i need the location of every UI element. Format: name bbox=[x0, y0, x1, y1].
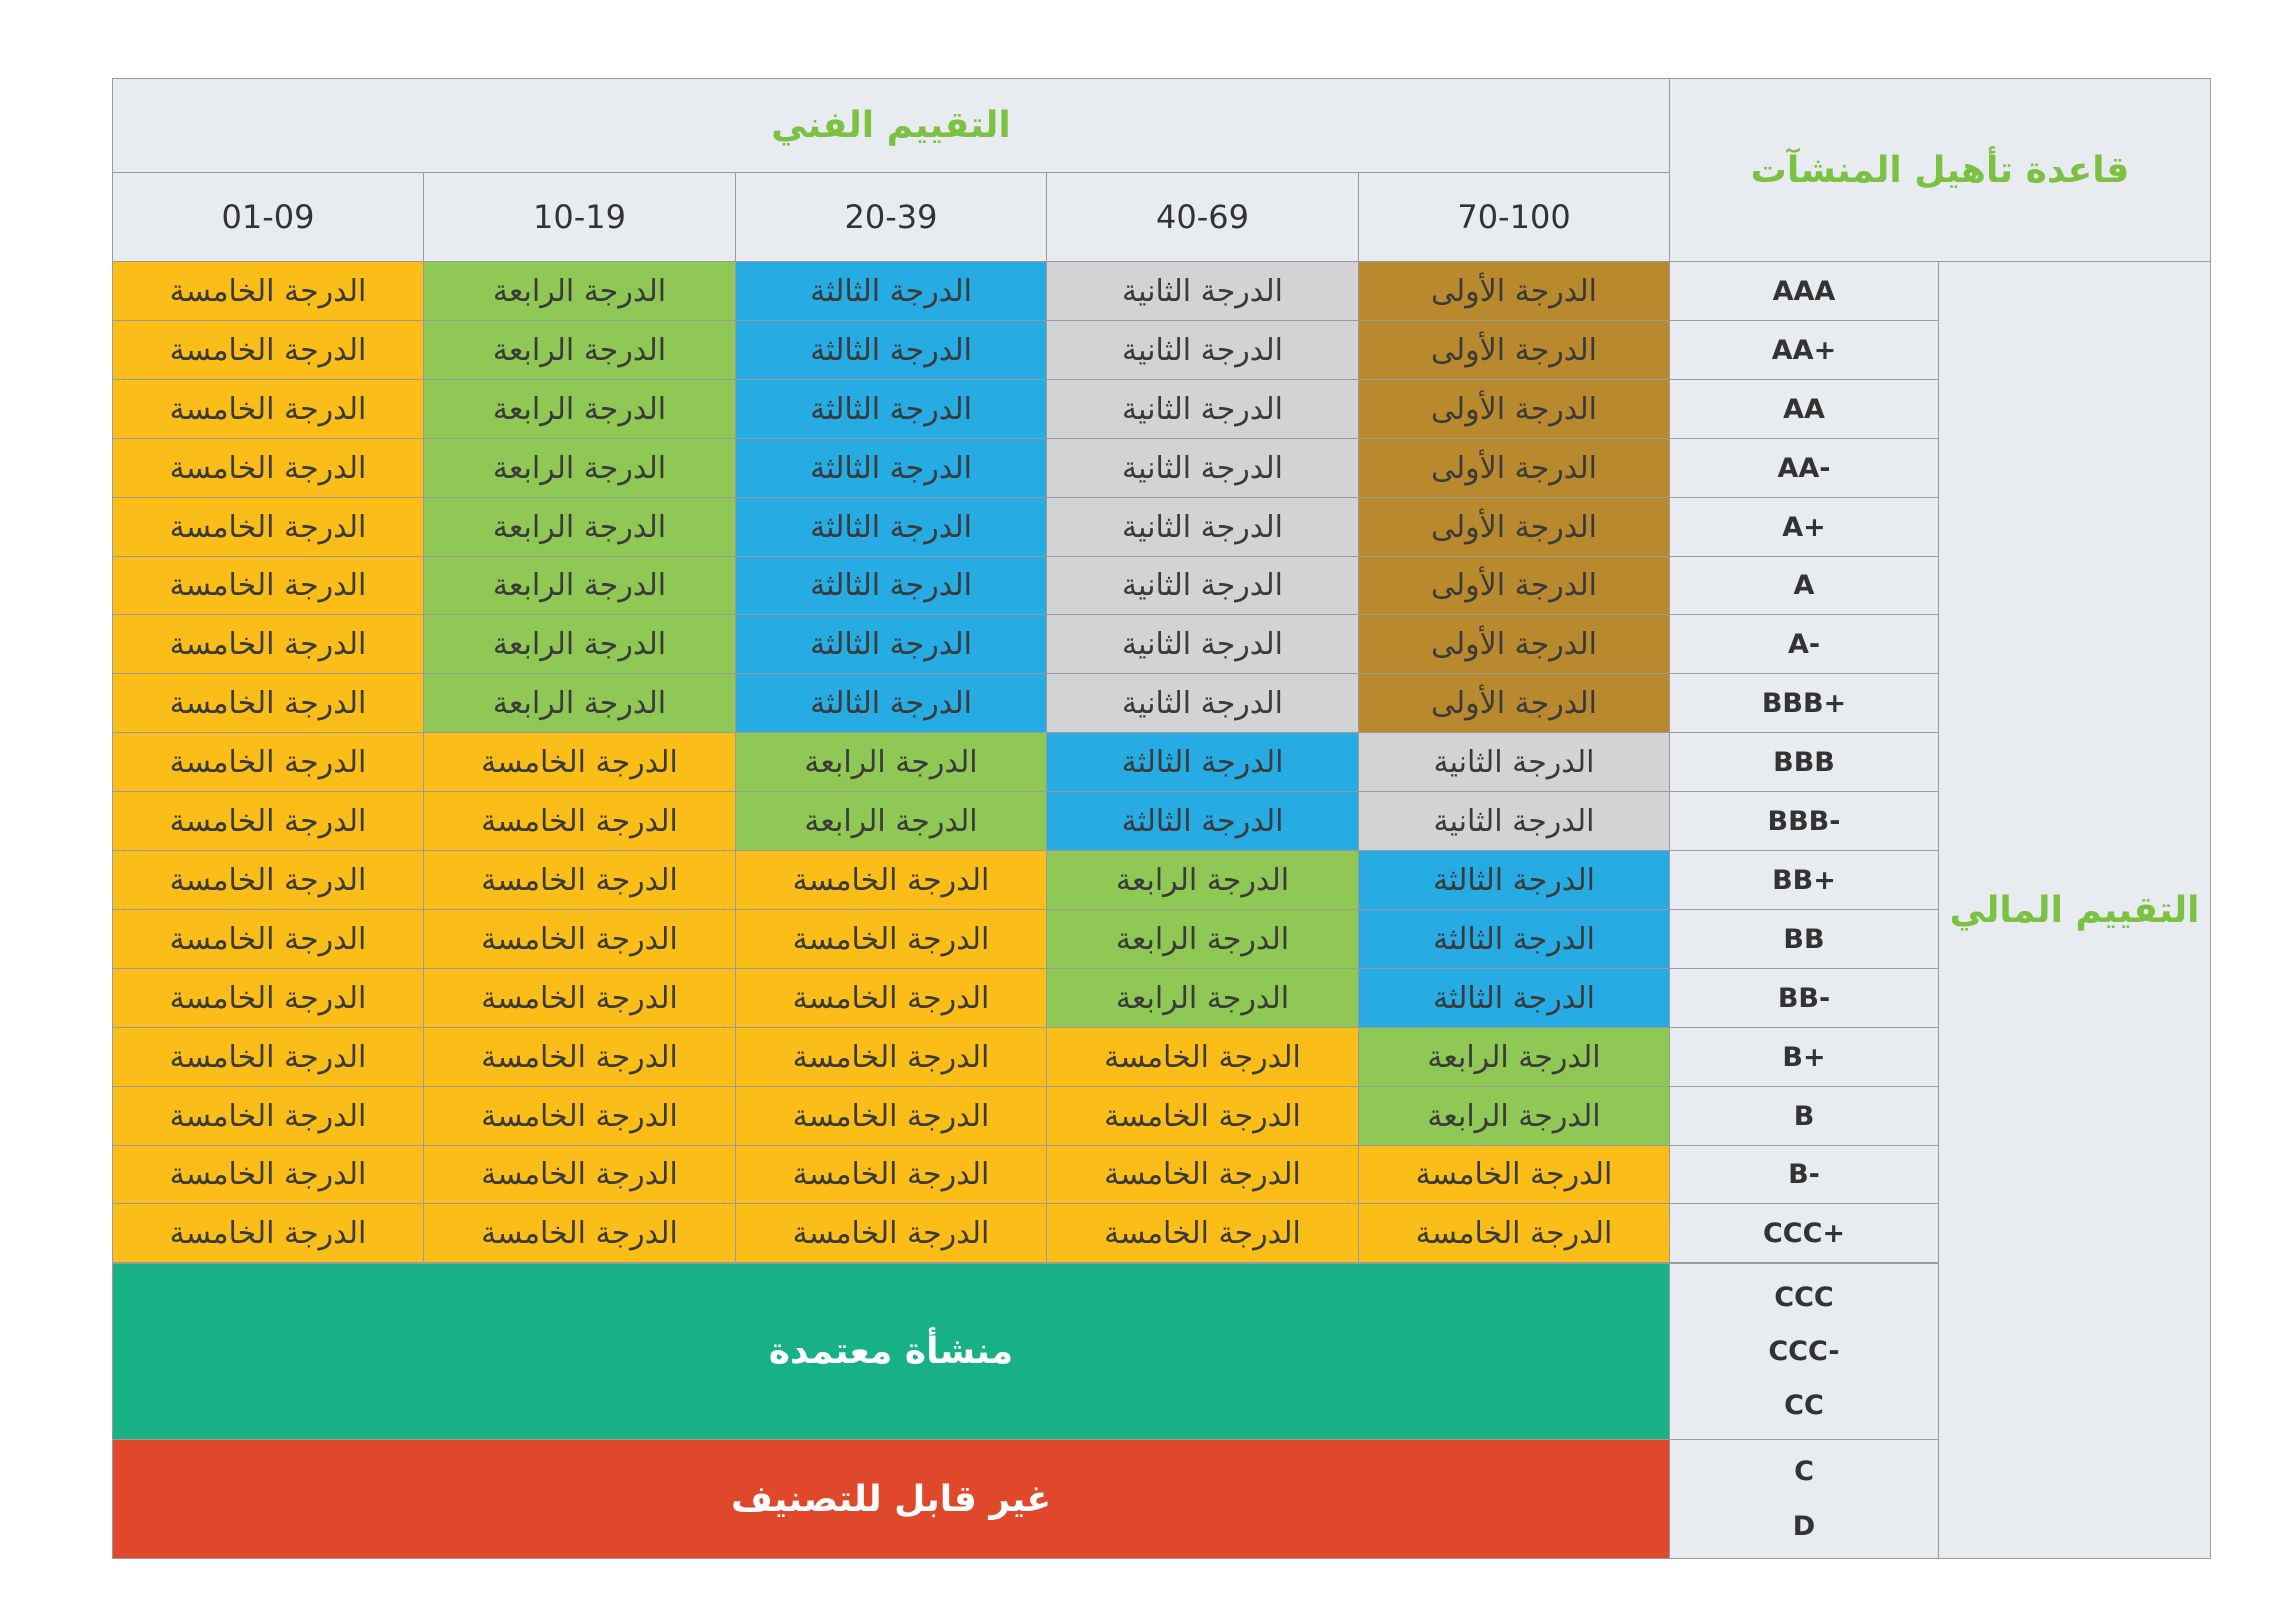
financial-rating: B- bbox=[1669, 1145, 1939, 1204]
financial-rating: BB bbox=[1669, 909, 1939, 969]
grade-cell: الدرجة الثالثة bbox=[1358, 909, 1670, 969]
grade-cell: الدرجة الرابعة bbox=[735, 732, 1047, 792]
grade-cell: الدرجة الخامسة bbox=[423, 1086, 736, 1146]
grade-cell: الدرجة الخامسة bbox=[423, 850, 736, 910]
grade-cell: الدرجة الرابعة bbox=[1046, 968, 1359, 1028]
grade-cell: الدرجة الخامسة bbox=[735, 909, 1047, 969]
grade-cell: الدرجة الأولى bbox=[1358, 438, 1670, 498]
rule-title: قاعدة تأهيل المنشآت bbox=[1669, 78, 2211, 262]
grade-cell: الدرجة الثالثة bbox=[735, 556, 1047, 615]
grade-cell: الدرجة الخامسة bbox=[112, 497, 424, 557]
grade-cell: الدرجة الخامسة bbox=[1046, 1027, 1359, 1087]
range-header-4: 10-19 bbox=[423, 172, 736, 262]
grade-cell: الدرجة الثانية bbox=[1358, 791, 1670, 851]
grade-cell: الدرجة الرابعة bbox=[423, 438, 736, 498]
grade-cell: الدرجة الخامسة bbox=[423, 968, 736, 1028]
grade-cell: الدرجة الرابعة bbox=[1358, 1027, 1670, 1087]
grade-cell: الدرجة الثانية bbox=[1358, 732, 1670, 792]
grade-cell: الدرجة الخامسة bbox=[112, 320, 424, 380]
grade-cell: الدرجة الخامسة bbox=[112, 614, 424, 674]
grade-cell: الدرجة الثانية bbox=[1046, 379, 1359, 439]
grade-cell: الدرجة الرابعة bbox=[423, 261, 736, 321]
grade-cell: الدرجة الثالثة bbox=[1046, 791, 1359, 851]
grade-cell: الدرجة الأولى bbox=[1358, 556, 1670, 615]
grade-cell: الدرجة الرابعة bbox=[423, 556, 736, 615]
grade-cell: الدرجة الأولى bbox=[1358, 261, 1670, 321]
rating-d: D bbox=[1792, 1511, 1816, 1542]
grade-cell: الدرجة الخامسة bbox=[423, 1145, 736, 1204]
grade-cell: الدرجة الأولى bbox=[1358, 379, 1670, 439]
rating-c: C bbox=[1794, 1456, 1814, 1487]
technical-title: التقييم الفني bbox=[112, 78, 1670, 173]
grade-cell: الدرجة الثانية bbox=[1046, 614, 1359, 674]
financial-rating: AA- bbox=[1669, 438, 1939, 498]
financial-rating: AA+ bbox=[1669, 320, 1939, 380]
financial-rating: CCC+ bbox=[1669, 1203, 1939, 1263]
grade-cell: الدرجة الخامسة bbox=[735, 1203, 1047, 1263]
grade-cell: الدرجة الأولى bbox=[1358, 673, 1670, 733]
grade-cell: الدرجة الخامسة bbox=[112, 556, 424, 615]
grade-cell: الدرجة الخامسة bbox=[112, 1086, 424, 1146]
grade-cell: الدرجة الثالثة bbox=[735, 379, 1047, 439]
financial-rating: BB+ bbox=[1669, 850, 1939, 910]
grade-cell: الدرجة الثانية bbox=[1046, 673, 1359, 733]
grade-cell: الدرجة الخامسة bbox=[1358, 1145, 1670, 1204]
grade-cell: الدرجة الثالثة bbox=[735, 261, 1047, 321]
grade-cell: الدرجة الثالثة bbox=[1358, 850, 1670, 910]
grade-cell: الدرجة الثانية bbox=[1046, 261, 1359, 321]
grade-cell: الدرجة الأولى bbox=[1358, 614, 1670, 674]
grade-cell: الدرجة الثالثة bbox=[735, 438, 1047, 498]
rating-ccc-minus: CCC- bbox=[1768, 1335, 1840, 1367]
range-header-2: 40-69 bbox=[1046, 172, 1359, 262]
grade-cell: الدرجة الثالثة bbox=[1046, 732, 1359, 792]
grade-cell: الدرجة الخامسة bbox=[735, 1027, 1047, 1087]
grade-cell: الدرجة الخامسة bbox=[735, 850, 1047, 910]
financial-rating: B bbox=[1669, 1086, 1939, 1146]
financial-rating: BB- bbox=[1669, 968, 1939, 1028]
range-header-3: 20-39 bbox=[735, 172, 1047, 262]
grade-cell: الدرجة الثالثة bbox=[735, 320, 1047, 380]
grade-cell: الدرجة الخامسة bbox=[1046, 1203, 1359, 1263]
grade-cell: الدرجة الثانية bbox=[1046, 556, 1359, 615]
grade-cell: الدرجة الخامسة bbox=[112, 261, 424, 321]
grade-cell: الدرجة الثالثة bbox=[1358, 968, 1670, 1028]
grade-cell: الدرجة الرابعة bbox=[423, 614, 736, 674]
grade-cell: الدرجة الخامسة bbox=[112, 732, 424, 792]
accredited-band: منشأة معتمدة bbox=[112, 1263, 1670, 1440]
financial-rating: B+ bbox=[1669, 1027, 1939, 1087]
rating-cc: CC bbox=[1784, 1390, 1824, 1422]
grade-cell: الدرجة الخامسة bbox=[112, 673, 424, 733]
grade-cell: الدرجة الخامسة bbox=[423, 1027, 736, 1087]
range-header-1: 70-100 bbox=[1358, 172, 1670, 262]
grade-cell: الدرجة الثانية bbox=[1046, 497, 1359, 557]
grade-cell: الدرجة الخامسة bbox=[112, 909, 424, 969]
grade-cell: الدرجة الخامسة bbox=[423, 909, 736, 969]
grade-cell: الدرجة الخامسة bbox=[1046, 1086, 1359, 1146]
grade-cell: الدرجة الخامسة bbox=[1046, 1145, 1359, 1204]
grade-cell: الدرجة الرابعة bbox=[1046, 850, 1359, 910]
grade-cell: الدرجة الثالثة bbox=[735, 673, 1047, 733]
grade-cell: الدرجة الخامسة bbox=[735, 1086, 1047, 1146]
grade-cell: الدرجة الثانية bbox=[1046, 320, 1359, 380]
grade-cell: الدرجة الأولى bbox=[1358, 497, 1670, 557]
unclassifiable-band: غير قابل للتصنيف bbox=[112, 1439, 1670, 1559]
financial-rating: A+ bbox=[1669, 497, 1939, 557]
grade-cell: الدرجة الرابعة bbox=[423, 673, 736, 733]
unclassifiable-ratings bbox=[1669, 1439, 1939, 1559]
financial-rating: A- bbox=[1669, 614, 1939, 674]
grade-cell: الدرجة الخامسة bbox=[735, 1145, 1047, 1204]
financial-rating: AA bbox=[1669, 379, 1939, 439]
grade-cell: الدرجة الرابعة bbox=[735, 791, 1047, 851]
grade-cell: الدرجة الخامسة bbox=[112, 379, 424, 439]
grade-cell: الدرجة الثالثة bbox=[735, 614, 1047, 674]
financial-rating: BBB- bbox=[1669, 791, 1939, 851]
financial-title: التقييم المالي bbox=[1938, 261, 2211, 1559]
grade-cell: الدرجة الثالثة bbox=[735, 497, 1047, 557]
grade-cell: الدرجة الخامسة bbox=[423, 1203, 736, 1263]
financial-rating: AAA bbox=[1669, 261, 1939, 321]
grade-cell: الدرجة الرابعة bbox=[1046, 909, 1359, 969]
accredited-ratings bbox=[1669, 1263, 1939, 1440]
grade-cell: الدرجة الخامسة bbox=[735, 968, 1047, 1028]
grade-cell: الدرجة الخامسة bbox=[423, 791, 736, 851]
grade-cell: الدرجة الخامسة bbox=[112, 968, 424, 1028]
grade-cell: الدرجة الخامسة bbox=[112, 1027, 424, 1087]
grade-cell: الدرجة الخامسة bbox=[1358, 1203, 1670, 1263]
grade-cell: الدرجة الرابعة bbox=[423, 320, 736, 380]
financial-rating: BBB bbox=[1669, 732, 1939, 792]
grade-cell: الدرجة الخامسة bbox=[423, 732, 736, 792]
grade-cell: الدرجة الأولى bbox=[1358, 320, 1670, 380]
grade-cell: الدرجة الخامسة bbox=[112, 1203, 424, 1263]
grade-cell: الدرجة الرابعة bbox=[423, 379, 736, 439]
financial-rating: BBB+ bbox=[1669, 673, 1939, 733]
financial-rating: A bbox=[1669, 556, 1939, 615]
grade-cell: الدرجة الخامسة bbox=[112, 438, 424, 498]
grade-cell: الدرجة الخامسة bbox=[112, 791, 424, 851]
range-header-5: 01-09 bbox=[112, 172, 424, 262]
rating-ccc: CCC bbox=[1774, 1281, 1834, 1313]
grade-cell: الدرجة الرابعة bbox=[1358, 1086, 1670, 1146]
grade-cell: الدرجة الخامسة bbox=[112, 1145, 424, 1204]
grade-cell: الدرجة الرابعة bbox=[423, 497, 736, 557]
grade-cell: الدرجة الثانية bbox=[1046, 438, 1359, 498]
grade-cell: الدرجة الخامسة bbox=[112, 850, 424, 910]
